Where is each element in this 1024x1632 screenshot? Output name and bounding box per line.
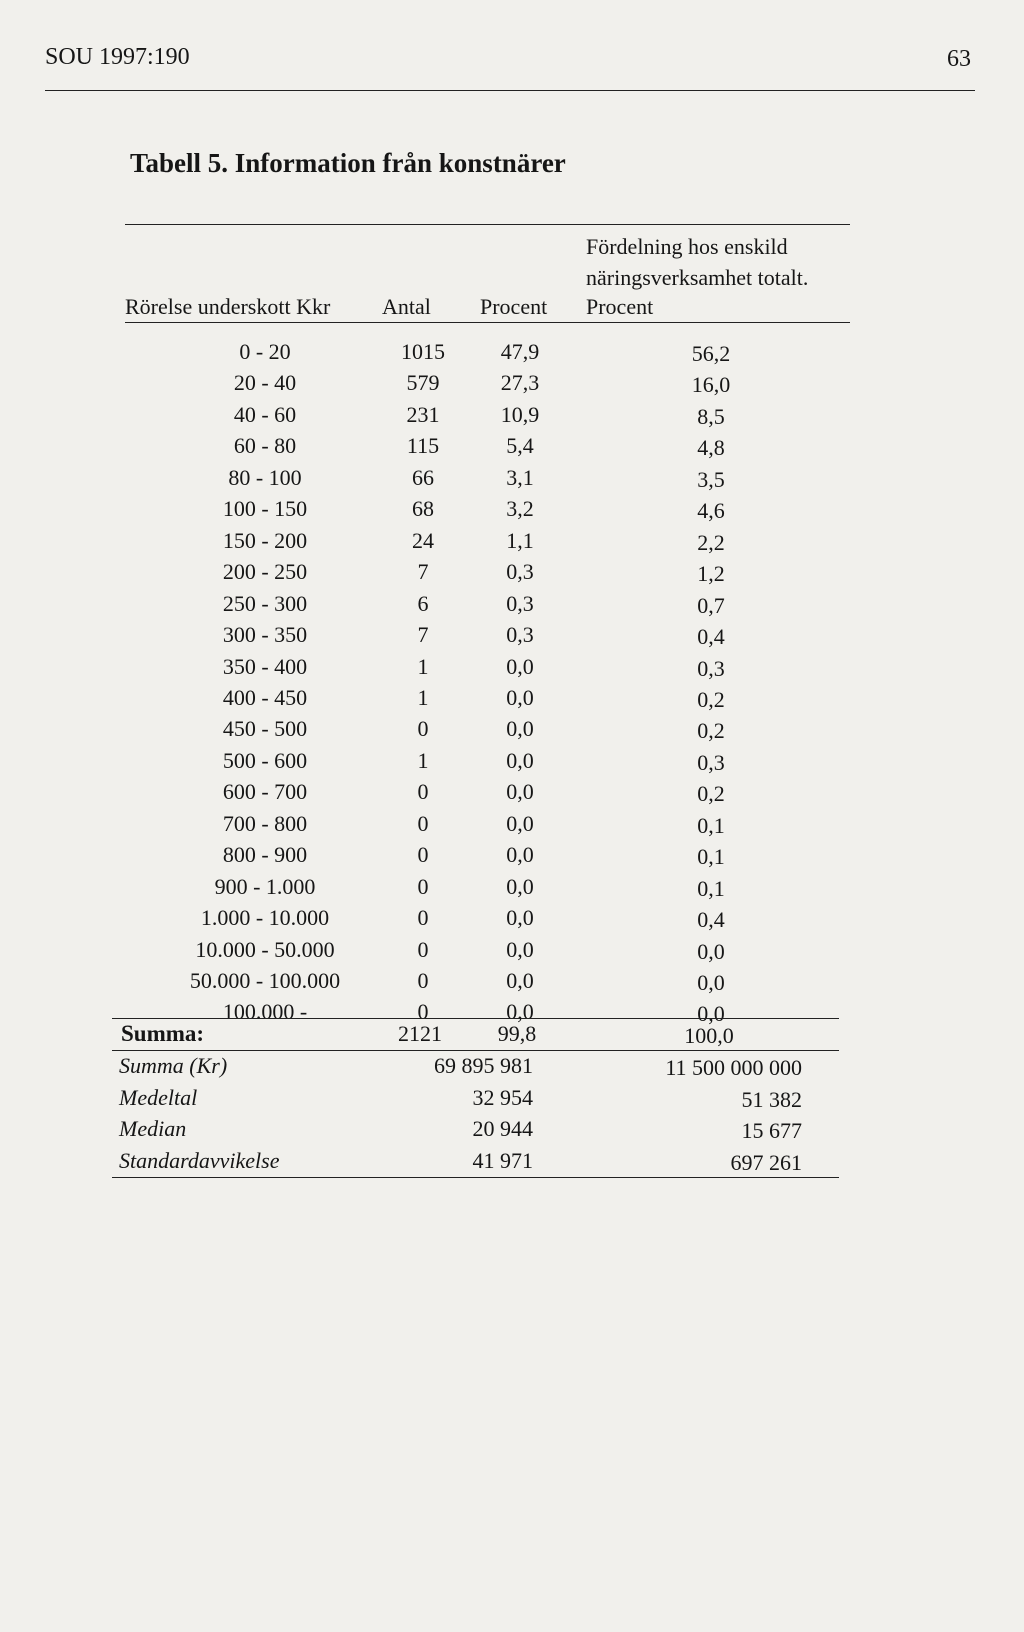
stat-label: Standardavvikelse [119,1147,280,1173]
table-cell-interval: 900 - 1.000 [214,873,316,899]
table-cell-total-procent: 56,2 [691,341,731,366]
table-cell-interval: 1.000 - 10.000 [200,905,330,931]
table-cell-total-procent: 2,2 [697,529,725,555]
table-cell-procent: 3,1 [506,464,534,490]
table-cell-procent: 5,4 [506,433,534,459]
table-cell-procent: 0,0 [506,684,534,710]
table-cell-procent: 0,0 [506,873,534,899]
table-cell-antal: 1 [417,653,429,679]
table-cell-total-procent: 0,4 [697,907,725,933]
header-total-procent: Procent [586,294,654,319]
table-cell-antal: 66 [412,464,434,490]
table-cell-interval: 600 - 700 [222,779,308,805]
stat-total: 51 382 [741,1086,802,1112]
table-cell-procent: 0,0 [506,936,534,962]
table-cell-total-procent: 4,6 [697,498,725,524]
table-cell-antal: 7 [417,622,429,648]
table-cell-total-procent: 0,1 [697,844,725,870]
table-cell-total-procent: 0,2 [697,781,725,807]
table-cell-procent: 0,0 [506,653,534,679]
table-cell-procent: 0,0 [506,779,534,805]
table-cell-antal: 1 [417,747,429,773]
table-cell-interval: 40 - 60 [233,401,297,427]
table-cell-interval: 350 - 400 [222,653,308,679]
table-cell-antal: 0 [417,842,429,868]
table-cell-antal: 24 [412,527,434,553]
table-cell-antal: 0 [417,968,429,993]
table-cell-interval: 450 - 500 [222,716,308,742]
header-antal: Antal [382,294,431,319]
table-cell-total-procent: 8,5 [697,403,725,429]
summa-antal: 2121 [398,1021,442,1046]
table-cell-interval: 500 - 600 [222,747,308,773]
table-cell-antal: 115 [406,433,440,459]
table-cell-total-procent: 0,0 [697,970,725,995]
table-cell-total-procent: 0,0 [697,1001,725,1027]
table-cell-antal: 0 [417,810,429,836]
header-procent: Procent [480,294,548,319]
table-cell-interval: 20 - 40 [233,370,297,396]
table-cell-interval: 80 - 100 [228,464,302,490]
table-cell-procent: 3,2 [506,496,534,522]
page-number: 63 [947,46,971,72]
table-cell-procent: 47,9 [500,339,540,364]
table-cell-procent: 0,0 [506,716,534,742]
table-cell-antal: 0 [417,873,429,899]
table-cell-total-procent: 0,1 [697,875,725,901]
table-cell-procent: 1,1 [506,527,534,553]
table-cell-total-procent: 4,8 [697,435,725,461]
table-cell-interval: 250 - 300 [222,590,308,616]
table-cell-total-procent: 0,7 [697,592,725,618]
stat-value: 32 954 [472,1084,533,1110]
table-cell-procent: 0,3 [506,622,534,648]
table-cell-interval: 0 - 20 [239,339,291,364]
table-cell-procent: 0,0 [506,747,534,773]
table-cell-total-procent: 3,5 [697,466,725,492]
summa-procent: 99,8 [497,1021,537,1046]
table-cell-procent: 0,0 [506,842,534,868]
table-cell-interval: 800 - 900 [222,842,308,868]
stat-total: 697 261 [730,1149,802,1175]
header-distribution-line-1: Fördelning hos enskild [586,234,788,259]
header-distribution-line-2: näringsverksamhet totalt. [586,265,809,290]
stat-label: Medeltal [119,1084,198,1110]
summa-top-rule [112,1018,839,1019]
table-cell-total-procent: 0,2 [697,686,725,712]
document-reference: SOU 1997:190 [45,44,190,70]
table-cell-procent: 0,0 [506,968,534,993]
stat-value: 41 971 [472,1147,533,1173]
table-cell-interval: 200 - 250 [222,559,308,585]
table-cell-interval: 400 - 450 [222,684,308,710]
table-cell-antal: 68 [412,496,434,522]
header-rorelse-underskott: Rörelse underskott Kkr [125,294,331,319]
table-cell-interval: 100.000 - [222,999,308,1025]
table-cell-procent: 0,0 [506,999,534,1025]
summa-total-procent: 100,0 [684,1023,734,1048]
table-cell-antal: 0 [417,905,429,931]
table-cell-antal: 0 [417,779,429,805]
table-cell-procent: 0,3 [506,590,534,616]
table-cell-antal: 1 [417,684,429,710]
summa-label: Summa: [121,1021,205,1046]
table-cell-interval: 700 - 800 [222,810,308,836]
table-cell-total-procent: 16,0 [691,372,731,398]
table-cell-interval: 50.000 - 100.000 [189,968,341,993]
table-cell-procent: 0,0 [506,905,534,931]
table-cell-antal: 0 [417,936,429,962]
table-cell-total-procent: 0,3 [697,749,725,775]
table-cell-antal: 0 [417,999,429,1025]
stat-value: 20 944 [472,1116,533,1141]
page-header [45,42,975,94]
summa-bottom-rule [112,1050,839,1051]
table-cell-procent: 0,0 [506,810,534,836]
table-cell-antal: 6 [417,590,429,616]
table-cell-antal: 7 [417,559,429,585]
table-cell-total-procent: 0,1 [697,812,725,838]
table-cell-antal: 579 [406,370,440,396]
table-cell-procent: 10,9 [500,401,540,427]
table-top-rule [125,224,850,225]
table-title: Tabell 5. Information från konstnärer [130,148,566,178]
header-bottom-rule [125,322,850,323]
table-cell-total-procent: 1,2 [697,561,725,587]
table-cell-total-procent: 0,4 [697,624,725,650]
table-cell-antal: 0 [417,716,429,742]
table-cell-procent: 27,3 [500,370,540,396]
stat-value: 69 895 981 [434,1053,533,1078]
stat-label: Summa (Kr) [119,1053,228,1078]
table-cell-interval: 100 - 150 [222,496,308,522]
header-rule [45,90,975,91]
table-cell-interval: 300 - 350 [222,622,308,648]
table-cell-procent: 0,3 [506,559,534,585]
stat-total: 15 677 [741,1118,802,1143]
stat-total: 11 500 000 000 [665,1055,802,1080]
table-cell-interval: 60 - 80 [233,433,297,459]
table-cell-interval: 10.000 - 50.000 [195,936,335,962]
table-bottom-rule [112,1177,839,1178]
stat-label: Median [119,1116,187,1141]
table-cell-antal: 1015 [401,339,445,364]
table-cell-antal: 231 [406,401,440,427]
table-cell-total-procent: 0,0 [697,938,725,964]
table-cell-total-procent: 0,2 [697,718,725,744]
table-cell-total-procent: 0,3 [697,655,725,681]
table-cell-interval: 150 - 200 [222,527,308,553]
